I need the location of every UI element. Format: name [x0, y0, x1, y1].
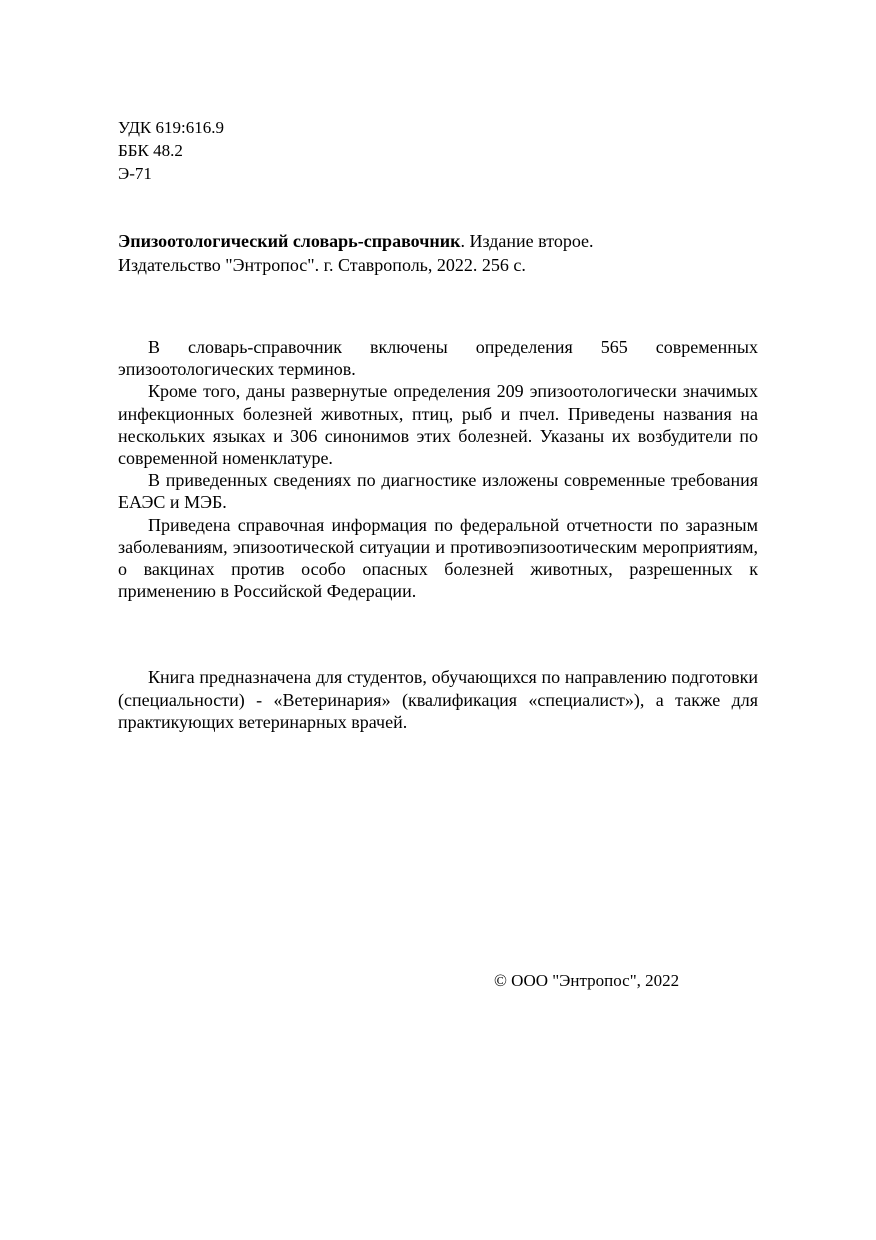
author-mark: Э-71 — [118, 164, 152, 183]
audience-note — [118, 666, 758, 734]
citation-title-line — [118, 229, 758, 253]
abstract-paragraph: Приведена справочная информация по федеральной отчетности по заразным заболеваниям, эпизоотической ситуации и противоэпизоотическим мероприятиям, о вакцинах против особо опасных болезней животных, разрешенных к применению в Российской Федерации. — [118, 514, 758, 602]
audience-paragraph: Книга предназначена для студентов, обучающихся по направлению подготовки (специальности) - «Ветеринария» (квалификация «специалист»), а также для практикующих ветеринарных врачей. — [118, 667, 758, 733]
copyright-notice: © ООО "Энтропос", 2022 — [494, 971, 680, 990]
abstract — [118, 336, 758, 602]
abstract-paragraph: Кроме того, даны развернутые определения 209 эпизоотологически значимых инфекционных болезней животных, птиц, рыб и пчел. Приведены названия на нескольких языках и 306 синонимов этих болезней. Указаны их возбудители по современной номенклатуре. — [118, 381, 758, 469]
edition-note: . Издание второе. — [460, 231, 594, 251]
abstract-paragraph: В приведенных сведениях по диагностике изложены современные требования ЕАЭС и МЭБ. — [118, 470, 758, 513]
udk-code: УДК 619:616.9 — [118, 118, 224, 137]
publisher-line: Издательство "Энтропос". г. Ставрополь, 2022. 256 с. — [118, 255, 526, 275]
bibliographic-citation — [118, 229, 758, 277]
abstract-paragraph: В словарь-справочник включены определения 565 современных эпизоотологических терминов. — [118, 337, 758, 380]
book-title: Эпизоотологический словарь-справочник — [118, 231, 461, 251]
bbk-code: ББК 48.2 — [118, 141, 183, 160]
classification-codes — [118, 116, 224, 185]
